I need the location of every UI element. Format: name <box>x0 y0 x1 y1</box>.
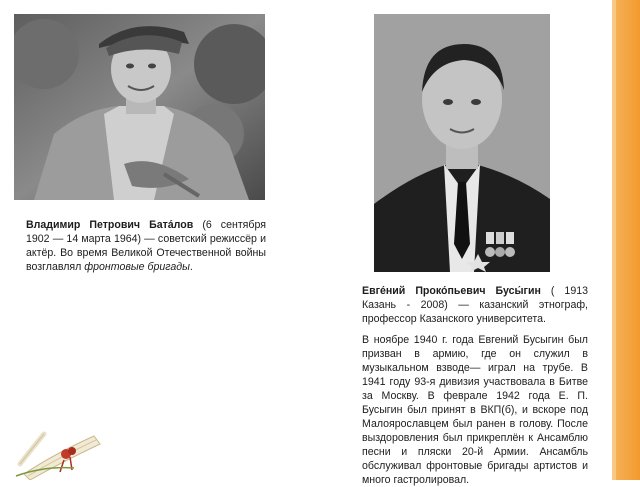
bio-busygin: ( 1913 Казань - 2008) — казанский этнограф, профессор Казанского университета. <box>362 285 588 325</box>
bio-batalov-italic: фронтовые бригады <box>84 261 190 273</box>
paragraph-biography: В ноябре 1940 г. года Евгений Бусыгин был призван в армию, где он служил в музыкальном взводе— играл на трубе. В 1941 году 93-я дивизия участвовала в Битве за Москву. В феврале 1942 года Е. П. Бусыгин был принят в ВКП(б), и вскоре под Малоярославцем был ранен в голову. После выздоровления был прикреплён к Ансамблю песни и пляски 20-й Армии. Ансамбль обслуживал фронтовые бригады артистов и много гастролировал. <box>362 334 588 486</box>
bio-batalov-end: . <box>189 261 193 273</box>
bio-batalov: (6 сентября 1902 — 14 марта 1964) — советский режиссёр и актёр. Во время Великой Отечественной войны возглавлял <box>26 219 266 273</box>
photo-busygin <box>374 14 550 272</box>
name-busygin: Евге́ний Проко́пьевич Бусы́гин <box>362 285 541 297</box>
name-batalov: Владимир Петрович Бата́лов <box>26 219 194 231</box>
scroll-decoration-icon <box>14 424 104 480</box>
caption-batalov <box>26 218 266 274</box>
caption-busygin <box>362 284 588 487</box>
accent-bar <box>612 0 640 480</box>
paragraph-intro <box>362 284 588 326</box>
photo-batalov <box>14 14 265 200</box>
